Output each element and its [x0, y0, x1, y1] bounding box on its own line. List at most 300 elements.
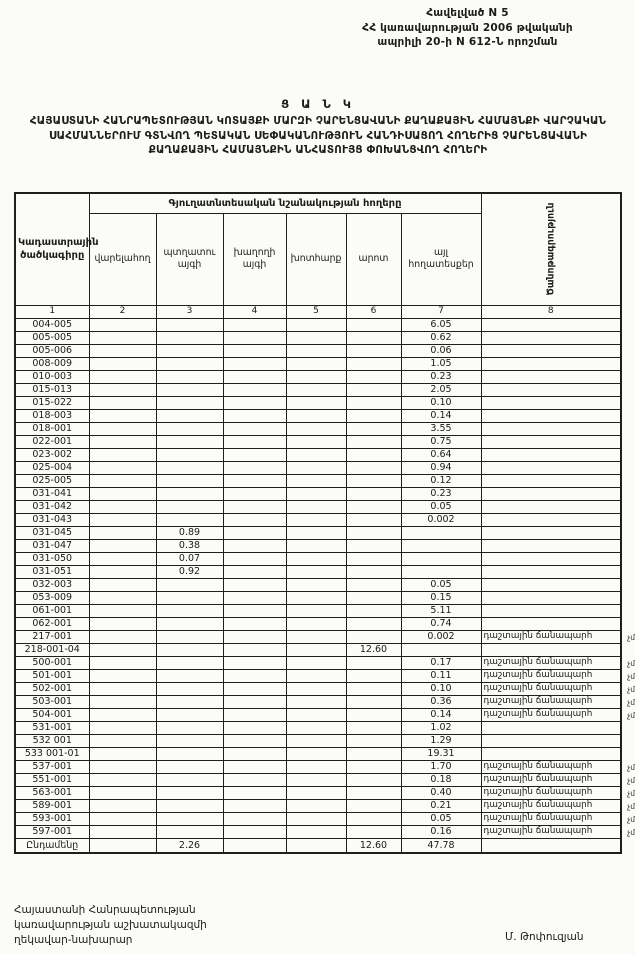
pasture-value-cell: [346, 825, 401, 838]
other-lands-value-cell: 19.31: [401, 747, 481, 760]
column-number-2: 2: [89, 305, 156, 318]
table-row: [15, 708, 621, 721]
cadastral-code-cell: 025-005: [15, 474, 89, 487]
column-group-header-agricultural-lands: Գյուղատնտեսական նշանակության հողերը: [89, 193, 481, 213]
hayfield-value-cell: [286, 825, 346, 838]
column-header-vineyard: խաղողի այգի: [223, 213, 286, 305]
note-cell: [481, 643, 621, 656]
table-body: [15, 318, 635, 838]
margin-note-mark: չմ: [627, 814, 635, 824]
vineyard-value-cell: [223, 552, 286, 565]
vineyard-value-cell: [223, 630, 286, 643]
orchard-value-cell: [156, 435, 223, 448]
vineyard-value-cell: [223, 812, 286, 825]
table-row: [15, 552, 621, 565]
note-cell: [481, 370, 621, 383]
note-cell: դաշտային ճանապարհ չմ: [481, 695, 621, 708]
note-cell: դաշտային ճանապարհ չմ: [481, 786, 621, 799]
hayfield-value-cell: [286, 500, 346, 513]
hayfield-value-cell: [286, 760, 346, 773]
hayfield-value-cell: [286, 318, 346, 331]
margin-note-mark: չմ: [627, 788, 635, 798]
orchard-value-cell: [156, 799, 223, 812]
other-lands-value-cell: 0.62: [401, 331, 481, 344]
vineyard-value-cell: [223, 383, 286, 396]
cadastral-code-cell: 533 001-01: [15, 747, 89, 760]
pasture-value-cell: [346, 422, 401, 435]
vineyard-value-cell: [223, 604, 286, 617]
arable-value-cell: [89, 630, 156, 643]
other-lands-value-cell: 0.12: [401, 474, 481, 487]
other-lands-value-cell: [401, 565, 481, 578]
margin-note-mark: չմ: [627, 671, 635, 681]
note-cell: դաշտային ճանապարհ չմ: [481, 760, 621, 773]
pasture-value-cell: [346, 435, 401, 448]
table-row: [15, 409, 621, 422]
table-row: [15, 721, 621, 734]
hayfield-value-cell: [286, 565, 346, 578]
cadastral-code-cell: 502-001: [15, 682, 89, 695]
other-lands-value-cell: 0.002: [401, 630, 481, 643]
signature-line-3: ղեկավար-նախարար: [14, 934, 133, 947]
arable-value-cell: [89, 643, 156, 656]
orchard-value-cell: [156, 656, 223, 669]
cadastral-code-cell: 053-009: [15, 591, 89, 604]
other-lands-value-cell: 2.05: [401, 383, 481, 396]
other-lands-value-cell: 0.75: [401, 435, 481, 448]
hayfield-value-cell: [286, 513, 346, 526]
vineyard-value-cell: [223, 747, 286, 760]
margin-note-mark: չմ: [627, 801, 635, 811]
hayfield-value-cell: [286, 344, 346, 357]
signature-line-2: կառավարության աշխատակազմի: [14, 919, 207, 932]
cadastral-code-cell: 031-042: [15, 500, 89, 513]
arable-value-cell: [89, 461, 156, 474]
column-header-pasture: արոտ: [346, 213, 401, 305]
table-row: [15, 773, 621, 786]
arable-value-cell: [89, 773, 156, 786]
pasture-value-cell: [346, 812, 401, 825]
vineyard-value-cell: [223, 526, 286, 539]
pasture-value-cell: [346, 682, 401, 695]
vineyard-value-cell: [223, 578, 286, 591]
arable-value-cell: [89, 448, 156, 461]
other-lands-value-cell: 0.10: [401, 396, 481, 409]
vineyard-value-cell: [223, 487, 286, 500]
note-cell: [481, 422, 621, 435]
hayfield-value-cell: [286, 604, 346, 617]
arable-value-cell: [89, 344, 156, 357]
vineyard-value-cell: [223, 331, 286, 344]
hayfield-value-cell: [286, 474, 346, 487]
orchard-value-cell: [156, 760, 223, 773]
other-lands-value-cell: 0.36: [401, 695, 481, 708]
cadastral-code-cell: 031-041: [15, 487, 89, 500]
vineyard-value-cell: [223, 656, 286, 669]
arable-value-cell: [89, 318, 156, 331]
table-row: [15, 799, 621, 812]
other-lands-value-cell: 0.74: [401, 617, 481, 630]
note-cell: [481, 461, 621, 474]
other-lands-value-cell: 0.16: [401, 825, 481, 838]
orchard-value-cell: [156, 786, 223, 799]
arable-value-cell: [89, 383, 156, 396]
arable-value-cell: [89, 565, 156, 578]
orchard-value-cell: [156, 344, 223, 357]
orchard-value-cell: 0.07: [156, 552, 223, 565]
orchard-value-cell: [156, 604, 223, 617]
table-row: [15, 344, 621, 357]
table-row: [15, 825, 621, 838]
table-row: [15, 422, 621, 435]
other-lands-value-cell: 1.29: [401, 734, 481, 747]
orchard-value-cell: [156, 682, 223, 695]
margin-note-mark: չմ: [627, 710, 635, 720]
note-cell: [481, 357, 621, 370]
vineyard-value-cell: [223, 461, 286, 474]
title-body: ՀԱՅԱՍՏԱՆԻ ՀԱՆՐԱՊԵՏՈՒԹՅԱՆ ԿՈՏԱՅՔԻ ՄԱՐԶԻ ՉԱՐԵՆՑԱՎԱՆԻ ՔԱՂԱՔԱՅԻՆ ՀԱՄԱՅՆՔԻ ՎԱՐՉԱԿԱՆ ՍԱՀՄԱՆՆԵՐՈՒՄ ԳՏՆՎՈՂ ՊԵՏԱԿԱՆ ՍԵՓԱԿԱՆՈՒԹՅՈՒՆ ՀԱՆԴԻՍԱՑՈՂ ՀՈՂԵՐԻՑ ՉԱՐԵՆՑԱՎԱՆԻ ՔԱՂԱՔԱՅԻՆ ՀԱՄԱՅՆՔԻՆ ԱՆՀԱՏՈՒՅՑ ՓՈԽԱՆՑՎՈՂ ՀՈՂԵՐԻ: [29, 115, 607, 157]
note-cell: դաշտային ճանապարհ չմ: [481, 630, 621, 643]
cadastral-code-cell: 031-043: [15, 513, 89, 526]
note-cell: [481, 552, 621, 565]
margin-note-mark: չմ: [627, 684, 635, 694]
column-number-8: 8: [481, 305, 621, 318]
margin-note-mark: չմ: [627, 762, 635, 772]
total-other-lands-cell: 47.78: [401, 838, 481, 853]
cadastral-code-cell: 062-001: [15, 617, 89, 630]
signature-position-block: [14, 903, 207, 949]
arable-value-cell: [89, 825, 156, 838]
vineyard-value-cell: [223, 695, 286, 708]
cadastral-code-cell: 061-001: [15, 604, 89, 617]
table-row: [15, 318, 621, 331]
cadastral-code-cell: 032-003: [15, 578, 89, 591]
orchard-value-cell: [156, 331, 223, 344]
cadastral-code-cell: 531-001: [15, 721, 89, 734]
pasture-value-cell: [346, 747, 401, 760]
arable-value-cell: [89, 812, 156, 825]
hayfield-value-cell: [286, 669, 346, 682]
total-row: [15, 838, 621, 853]
arable-value-cell: [89, 669, 156, 682]
note-cell: [481, 396, 621, 409]
table-row: [15, 630, 621, 643]
vineyard-value-cell: [223, 708, 286, 721]
orchard-value-cell: [156, 708, 223, 721]
vineyard-value-cell: [223, 474, 286, 487]
note-cell: [481, 747, 621, 760]
note-cell: [481, 474, 621, 487]
note-cell: [481, 578, 621, 591]
vineyard-value-cell: [223, 500, 286, 513]
pasture-value-cell: 12.60: [346, 643, 401, 656]
hayfield-value-cell: [286, 396, 346, 409]
hayfield-value-cell: [286, 708, 346, 721]
orchard-value-cell: [156, 825, 223, 838]
orchard-value-cell: [156, 617, 223, 630]
title-heading: Ց Ա Ն Կ: [281, 97, 355, 111]
cadastral-code-cell: 551-001: [15, 773, 89, 786]
arable-value-cell: [89, 695, 156, 708]
cadastral-code-cell: 008-009: [15, 357, 89, 370]
arable-value-cell: [89, 734, 156, 747]
orchard-value-cell: [156, 773, 223, 786]
note-cell: [481, 409, 621, 422]
annex-line-1: Հավելված N 5: [426, 7, 509, 19]
arable-value-cell: [89, 422, 156, 435]
note-cell: [481, 318, 621, 331]
orchard-value-cell: [156, 513, 223, 526]
cadastral-code-cell: 015-022: [15, 396, 89, 409]
other-lands-value-cell: 0.11: [401, 669, 481, 682]
pasture-value-cell: [346, 734, 401, 747]
arable-value-cell: [89, 500, 156, 513]
pasture-value-cell: [346, 760, 401, 773]
orchard-value-cell: [156, 448, 223, 461]
vineyard-value-cell: [223, 734, 286, 747]
note-cell: դաշտային ճանապարհ չմ: [481, 812, 621, 825]
cadastral-code-cell: 563-001: [15, 786, 89, 799]
vineyard-value-cell: [223, 799, 286, 812]
pasture-value-cell: [346, 318, 401, 331]
hayfield-value-cell: [286, 656, 346, 669]
total-orchard-cell: 2.26: [156, 838, 223, 853]
hayfield-value-cell: [286, 461, 346, 474]
orchard-value-cell: [156, 383, 223, 396]
vineyard-value-cell: [223, 773, 286, 786]
arable-value-cell: [89, 409, 156, 422]
table-row: [15, 578, 621, 591]
table-row: [15, 682, 621, 695]
hayfield-value-cell: [286, 643, 346, 656]
column-number-1: 1: [15, 305, 89, 318]
cadastral-code-cell: 018-001: [15, 422, 89, 435]
arable-value-cell: [89, 591, 156, 604]
hayfield-value-cell: [286, 448, 346, 461]
note-cell: [481, 604, 621, 617]
note-cell: [481, 721, 621, 734]
arable-value-cell: [89, 526, 156, 539]
vineyard-value-cell: [223, 513, 286, 526]
other-lands-value-cell: 1.05: [401, 357, 481, 370]
arable-value-cell: [89, 513, 156, 526]
orchard-value-cell: [156, 396, 223, 409]
pasture-value-cell: [346, 487, 401, 500]
other-lands-value-cell: 0.05: [401, 578, 481, 591]
annex-line-3: ապրիլի 20-ի N 612-Ն որոշման: [377, 36, 558, 49]
note-cell: [481, 513, 621, 526]
vineyard-value-cell: [223, 409, 286, 422]
other-lands-value-cell: 0.10: [401, 682, 481, 695]
other-lands-value-cell: 1.02: [401, 721, 481, 734]
table-row: [15, 383, 621, 396]
hayfield-value-cell: [286, 578, 346, 591]
table-row: [15, 565, 621, 578]
pasture-value-cell: [346, 656, 401, 669]
note-cell: [481, 383, 621, 396]
cadastral-code-cell: 031-047: [15, 539, 89, 552]
other-lands-value-cell: 0.94: [401, 461, 481, 474]
vineyard-value-cell: [223, 448, 286, 461]
vineyard-value-cell: [223, 643, 286, 656]
margin-note-mark: չմ: [627, 658, 635, 668]
pasture-value-cell: [346, 396, 401, 409]
cadastral-code-cell: 593-001: [15, 812, 89, 825]
table-row: [15, 396, 621, 409]
arable-value-cell: [89, 331, 156, 344]
note-cell: [481, 500, 621, 513]
table-row: [15, 513, 621, 526]
other-lands-value-cell: 3.55: [401, 422, 481, 435]
table-row: [15, 591, 621, 604]
cadastral-code-cell: 218-001-04: [15, 643, 89, 656]
other-lands-value-cell: 1.70: [401, 760, 481, 773]
vineyard-value-cell: [223, 825, 286, 838]
column-number-7: 7: [401, 305, 481, 318]
hayfield-value-cell: [286, 682, 346, 695]
hayfield-value-cell: [286, 591, 346, 604]
hayfield-value-cell: [286, 331, 346, 344]
pasture-value-cell: [346, 513, 401, 526]
arable-value-cell: [89, 578, 156, 591]
note-cell: [481, 734, 621, 747]
note-cell: [481, 487, 621, 500]
cadastral-code-cell: 018-003: [15, 409, 89, 422]
pasture-value-cell: [346, 721, 401, 734]
arable-value-cell: [89, 682, 156, 695]
table-row: [15, 643, 621, 656]
table-row: [15, 786, 621, 799]
signature-line-1: Հայաստանի Հանրապետության: [14, 904, 196, 916]
pasture-value-cell: [346, 786, 401, 799]
orchard-value-cell: [156, 461, 223, 474]
vineyard-value-cell: [223, 721, 286, 734]
other-lands-value-cell: 0.06: [401, 344, 481, 357]
hayfield-value-cell: [286, 747, 346, 760]
hayfield-value-cell: [286, 799, 346, 812]
vineyard-value-cell: [223, 669, 286, 682]
note-cell: դաշտային ճանապարհ չմ: [481, 682, 621, 695]
other-lands-value-cell: 0.23: [401, 370, 481, 383]
note-cell: դաշտային ճանապարհ չմ: [481, 669, 621, 682]
total-pasture-cell: 12.60: [346, 838, 401, 853]
vineyard-value-cell: [223, 370, 286, 383]
hayfield-value-cell: [286, 734, 346, 747]
cadastral-code-cell: 500-001: [15, 656, 89, 669]
orchard-value-cell: [156, 318, 223, 331]
cadastral-code-cell: 532 001: [15, 734, 89, 747]
orchard-value-cell: [156, 370, 223, 383]
cadastral-code-cell: 023-002: [15, 448, 89, 461]
table-row: [15, 760, 621, 773]
arable-value-cell: [89, 539, 156, 552]
other-lands-value-cell: 0.05: [401, 500, 481, 513]
orchard-value-cell: [156, 721, 223, 734]
table-row: [15, 734, 621, 747]
column-number-3: 3: [156, 305, 223, 318]
hayfield-value-cell: [286, 721, 346, 734]
orchard-value-cell: [156, 643, 223, 656]
table-row: [15, 461, 621, 474]
vineyard-value-cell: [223, 591, 286, 604]
cadastral-code-cell: 503-001: [15, 695, 89, 708]
column-header-note: [481, 193, 621, 305]
note-cell: դաշտային ճանապարհ չմ: [481, 799, 621, 812]
signature-name: Մ. Թոփուզյան: [505, 931, 584, 943]
cadastral-code-cell: 031-051: [15, 565, 89, 578]
note-cell: [481, 526, 621, 539]
arable-value-cell: [89, 799, 156, 812]
other-lands-value-cell: 0.18: [401, 773, 481, 786]
margin-note-mark: չմ: [627, 697, 635, 707]
table-row: [15, 357, 621, 370]
cadastral-code-cell: 504-001: [15, 708, 89, 721]
note-cell: [481, 435, 621, 448]
orchard-value-cell: [156, 357, 223, 370]
other-lands-value-cell: 0.23: [401, 487, 481, 500]
arable-value-cell: [89, 370, 156, 383]
hayfield-value-cell: [286, 526, 346, 539]
orchard-value-cell: [156, 695, 223, 708]
orchard-value-cell: [156, 734, 223, 747]
vineyard-value-cell: [223, 565, 286, 578]
column-header-cadastral-code: Կադաստրային ծածկագիրը: [15, 193, 89, 305]
arable-value-cell: [89, 357, 156, 370]
column-number-6: 6: [346, 305, 401, 318]
note-cell: [481, 617, 621, 630]
annex-reference: [305, 6, 630, 50]
table-row: [15, 604, 621, 617]
arable-value-cell: [89, 747, 156, 760]
other-lands-value-cell: 0.14: [401, 409, 481, 422]
vineyard-value-cell: [223, 318, 286, 331]
table-row: [15, 526, 621, 539]
table-row: [15, 669, 621, 682]
pasture-value-cell: [346, 357, 401, 370]
pasture-value-cell: [346, 565, 401, 578]
arable-value-cell: [89, 786, 156, 799]
table-row: [15, 370, 621, 383]
margin-note-mark: չմ: [627, 632, 635, 642]
cadastral-code-cell: 501-001: [15, 669, 89, 682]
pasture-value-cell: [346, 383, 401, 396]
total-arable-cell: [89, 838, 156, 853]
note-cell: [481, 591, 621, 604]
cadastral-code-cell: 004-005: [15, 318, 89, 331]
orchard-value-cell: 0.38: [156, 539, 223, 552]
pasture-value-cell: [346, 617, 401, 630]
arable-value-cell: [89, 760, 156, 773]
pasture-value-cell: [346, 539, 401, 552]
total-note-cell: [481, 838, 621, 853]
hayfield-value-cell: [286, 370, 346, 383]
other-lands-value-cell: 0.14: [401, 708, 481, 721]
arable-value-cell: [89, 708, 156, 721]
arable-value-cell: [89, 474, 156, 487]
orchard-value-cell: [156, 474, 223, 487]
hayfield-value-cell: [286, 630, 346, 643]
total-label-cell: Ընդամենը: [15, 838, 89, 853]
cadastral-code-cell: 217-001: [15, 630, 89, 643]
hayfield-value-cell: [286, 695, 346, 708]
other-lands-value-cell: 6.05: [401, 318, 481, 331]
hayfield-value-cell: [286, 552, 346, 565]
note-cell: [481, 331, 621, 344]
margin-note-mark: չմ: [627, 827, 635, 837]
land-parcels-table: [14, 192, 635, 854]
header-row-column-numbers: [15, 305, 621, 318]
vineyard-value-cell: [223, 539, 286, 552]
